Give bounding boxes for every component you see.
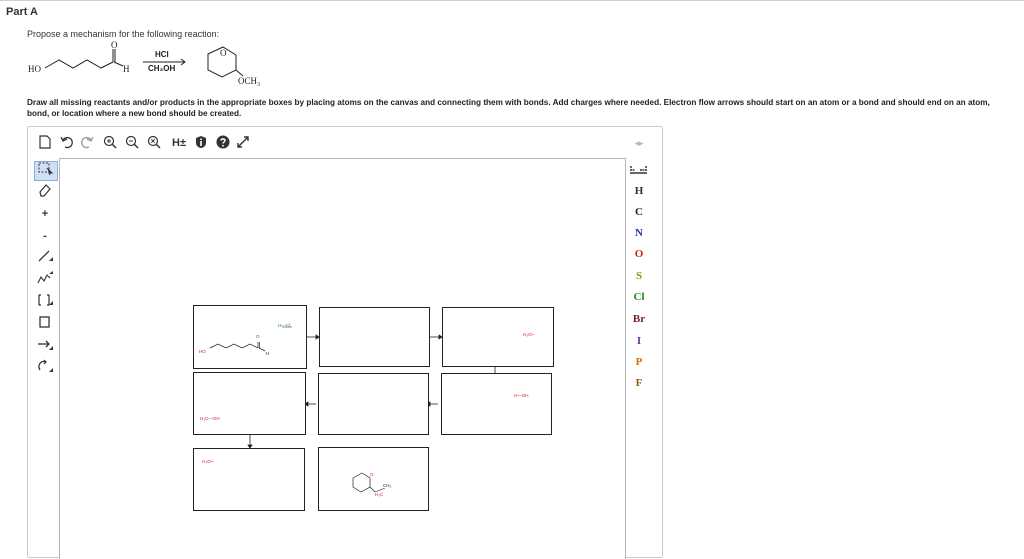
zoom-out-icon[interactable] [124, 135, 140, 151]
mechanism-box-8[interactable] [318, 447, 429, 511]
rectangle-tool-icon[interactable] [34, 315, 56, 333]
box7-h3o-label: H₃O+ [202, 459, 214, 464]
box1-h-label: H [266, 351, 270, 356]
element-symbol: I [636, 335, 642, 347]
help-icon[interactable] [216, 135, 230, 151]
element-palette [626, 157, 662, 557]
left-toolbar [28, 157, 58, 557]
eraser-icon[interactable] [34, 183, 56, 201]
reactant-ho-label: HO [28, 64, 41, 74]
toggle-hydrogens-button[interactable]: H± [172, 137, 186, 149]
question-prompt: Propose a mechanism for the following reaction: [27, 29, 220, 39]
drawing-canvas[interactable] [59, 158, 626, 559]
box6-hoh-label: H—OH [514, 393, 529, 398]
bracket-tool-icon[interactable] [34, 293, 56, 311]
element-i-button[interactable] [626, 335, 652, 347]
product-och3-label: OCH₃ [238, 76, 261, 86]
single-bond-icon[interactable] [34, 249, 56, 267]
element-symbol: N [635, 227, 643, 239]
box8-ch3-label: CH₃ [383, 483, 392, 488]
mechanism-box-3[interactable] [442, 307, 554, 367]
new-document-icon[interactable] [38, 135, 52, 151]
element-s-button[interactable] [626, 270, 652, 282]
zoom-in-icon[interactable] [102, 135, 118, 151]
info-icon[interactable] [194, 135, 208, 151]
element-c-button[interactable] [626, 206, 652, 218]
periodic-table-icon[interactable] [630, 163, 648, 181]
element-symbol: F [635, 377, 643, 389]
element-n-button[interactable] [626, 227, 652, 239]
element-symbol: S [635, 270, 643, 282]
reagent-hcl-label: HCl [155, 50, 169, 59]
top-divider [0, 0, 1024, 1]
mechanism-box-6[interactable] [441, 373, 552, 435]
element-symbol: C [635, 206, 643, 218]
zoom-reset-icon[interactable] [146, 135, 162, 151]
element-symbol: Br [632, 313, 646, 325]
mechanism-box-1[interactable] [193, 305, 307, 369]
reagent-ch3oh-label: CH₃OH [148, 64, 176, 73]
undo-icon[interactable] [60, 135, 74, 151]
box1-hcl-label: H—Cl: [278, 323, 292, 328]
curved-arrow-icon[interactable] [34, 359, 56, 377]
instructions-text: Draw all missing reactants and/or products in the appropriate boxes by placing atoms on the canvas and connecting them with bonds. Add charges where needed. Electron flow arrows should start on an atom or a bond and should end on an atom, bond, or location where a new bond should be created. [27, 98, 990, 118]
mechanism-box-2[interactable] [319, 307, 430, 367]
drawing-editor [27, 126, 663, 558]
positive-charge-tool[interactable]: + [41, 208, 49, 220]
element-o-button[interactable] [626, 248, 652, 260]
element-symbol: H [634, 185, 644, 197]
collapse-panel-icon[interactable]: ◂▸ [634, 138, 644, 148]
fullscreen-icon[interactable] [236, 135, 250, 151]
mechanism-box-5[interactable] [318, 373, 429, 435]
box1-structure [194, 306, 306, 368]
negative-charge-tool[interactable]: - [43, 230, 47, 242]
box8-h3c-label: H₃C [375, 492, 384, 497]
element-f-button[interactable] [626, 377, 652, 389]
top-toolbar [28, 127, 662, 157]
box1-o-label: O [256, 334, 260, 339]
redo-icon[interactable] [80, 135, 94, 151]
mechanism-box-7[interactable] [193, 448, 305, 511]
box8-structure [319, 448, 428, 510]
element-br-button[interactable] [626, 313, 652, 325]
element-symbol: P [635, 356, 643, 368]
mechanism-box-4[interactable] [193, 372, 306, 435]
selection-tool-icon[interactable] [34, 161, 58, 181]
reactant-carbonyl-o-label: O [111, 40, 118, 50]
element-h-button[interactable] [626, 185, 652, 197]
box4-hcoh-label: H₃C—OH [200, 416, 220, 421]
reaction-arrow-icon[interactable] [34, 337, 56, 355]
box3-h3o-label: H₃O+ [523, 332, 535, 337]
element-p-button[interactable] [626, 356, 652, 368]
reaction-scheme [25, 40, 285, 90]
box8-o-label: O [370, 472, 374, 477]
product-ring-o-label: O [220, 48, 227, 58]
element-cl-button[interactable] [626, 291, 652, 303]
element-symbol: O [634, 248, 644, 260]
element-symbol: Cl [633, 291, 645, 303]
part-title: Part A [6, 6, 38, 18]
box1-ho-label: HO [199, 349, 206, 354]
reactant-aldehyde-h-label: H [123, 64, 130, 74]
chain-tool-icon[interactable] [34, 271, 56, 289]
